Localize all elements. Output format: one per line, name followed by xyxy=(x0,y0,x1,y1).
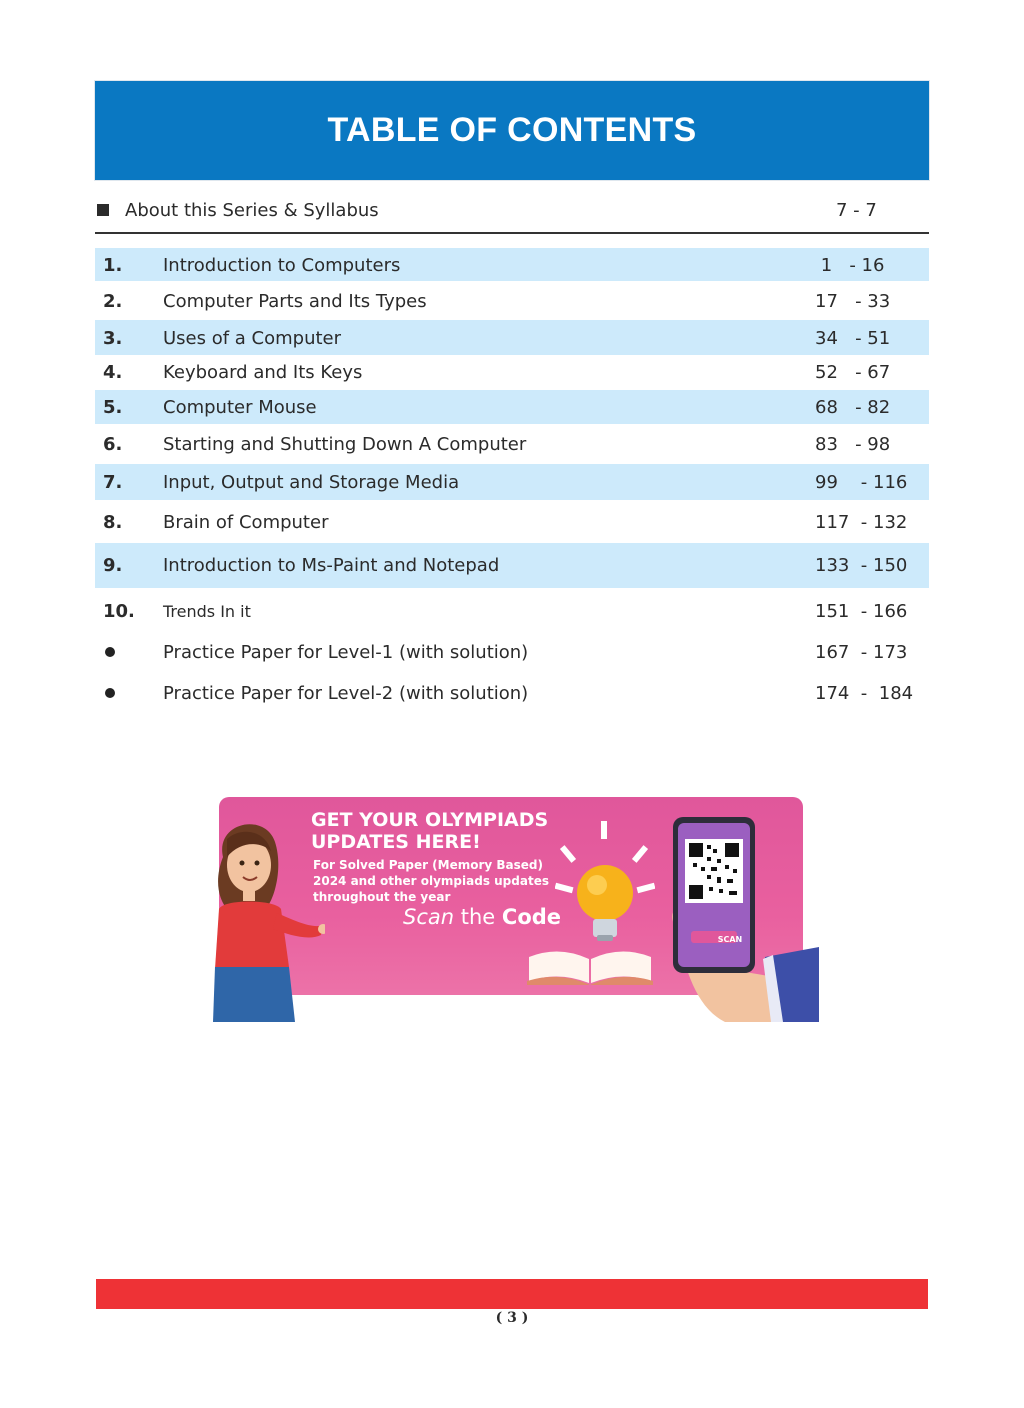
chapter-pages: 117 - 132 xyxy=(815,512,908,533)
footer-bar xyxy=(96,1279,928,1309)
practice-pages: 167 - 173 xyxy=(815,642,908,663)
toc-row-practice[interactable] xyxy=(95,636,929,670)
about-pages: 7 - 7 xyxy=(836,200,877,221)
scan-the-code-text xyxy=(403,905,561,929)
chapter-number: 9. xyxy=(103,555,123,576)
chapter-pages: 52 - 67 xyxy=(815,362,891,383)
round-bullet-icon xyxy=(105,647,115,657)
chapter-number: 4. xyxy=(103,362,123,383)
olympiad-promo-banner[interactable] xyxy=(205,797,819,1022)
square-bullet-icon xyxy=(97,204,109,216)
banner-subtext xyxy=(313,857,549,905)
chapter-title: Introduction to Computers xyxy=(163,255,401,276)
open-book-icon xyxy=(525,937,655,987)
the-word: the xyxy=(460,905,496,929)
banner-subtext-line: For Solved Paper (Memory Based) xyxy=(313,858,544,872)
chapter-pages: 99 - 116 xyxy=(815,472,908,493)
toc-row[interactable] xyxy=(95,464,929,500)
chapter-pages: 17 - 33 xyxy=(815,291,891,312)
chapter-number: 7. xyxy=(103,472,123,493)
chapter-title: Starting and Shutting Down A Computer xyxy=(163,434,527,455)
girl-pointing-illustration xyxy=(205,817,325,1022)
toc-row[interactable] xyxy=(95,357,929,388)
chapter-pages: 83 - 98 xyxy=(815,434,891,455)
chapter-number: 6. xyxy=(103,434,123,455)
chapter-title: Uses of a Computer xyxy=(163,328,342,349)
about-entry[interactable] xyxy=(95,192,929,228)
toc-row[interactable] xyxy=(95,426,929,462)
chapter-number: 3. xyxy=(103,328,123,349)
toc-row[interactable] xyxy=(95,320,929,355)
banner-subtext-line: 2024 and other olympiads updates xyxy=(313,874,549,888)
toc-row[interactable] xyxy=(95,390,929,424)
toc-row-practice[interactable] xyxy=(95,677,929,711)
banner-headline-line: GET YOUR OLYMPIADS xyxy=(311,809,549,831)
toc-row[interactable] xyxy=(95,543,929,588)
banner-subtext-line: throughout the year xyxy=(313,890,451,904)
divider xyxy=(95,232,929,234)
chapter-title: Brain of Computer xyxy=(163,512,329,533)
phone-qr-icon xyxy=(671,815,757,975)
page-number: ( 3 ) xyxy=(495,1310,529,1326)
toc-row[interactable] xyxy=(95,592,929,630)
toc-row[interactable] xyxy=(95,248,929,281)
toc-row[interactable] xyxy=(95,284,929,317)
chapter-title: Keyboard and Its Keys xyxy=(163,362,363,383)
toc-row[interactable] xyxy=(95,502,929,542)
banner-headline xyxy=(311,809,548,853)
light-bulb-icon xyxy=(555,815,655,945)
code-word: Code xyxy=(501,905,562,929)
chapter-title: Introduction to Ms-Paint and Notepad xyxy=(163,555,500,576)
about-title: About this Series & Syllabus xyxy=(125,200,379,221)
chapter-title: Computer Parts and Its Types xyxy=(163,291,427,312)
chapter-pages: 68 - 82 xyxy=(815,397,891,418)
phone-scan-button[interactable]: SCAN xyxy=(717,935,743,944)
scan-word: Scan xyxy=(403,905,455,929)
chapter-title: Computer Mouse xyxy=(163,397,317,418)
page-title: TABLE OF CONTENTS xyxy=(327,111,697,149)
practice-title: Practice Paper for Level-1 (with solution) xyxy=(163,642,529,663)
practice-title: Practice Paper for Level-2 (with solution) xyxy=(163,683,529,704)
chapter-number: 1. xyxy=(103,255,123,276)
chapter-number: 2. xyxy=(103,291,123,312)
toc-header xyxy=(95,81,929,180)
chapter-pages: 133 - 150 xyxy=(815,555,908,576)
chapter-number: 5. xyxy=(103,397,123,418)
chapter-pages: 1 - 16 xyxy=(815,255,885,276)
chapter-number: 10. xyxy=(103,601,135,622)
round-bullet-icon xyxy=(105,688,115,698)
chapter-pages: 151 - 166 xyxy=(815,601,908,622)
chapter-title: Input, Output and Storage Media xyxy=(163,472,460,493)
chapter-number: 8. xyxy=(103,512,123,533)
chapter-title: Trends In it xyxy=(163,602,251,621)
practice-pages: 174 - 184 xyxy=(815,683,914,704)
banner-headline-line: UPDATES HERE! xyxy=(311,831,481,853)
chapter-pages: 34 - 51 xyxy=(815,328,891,349)
